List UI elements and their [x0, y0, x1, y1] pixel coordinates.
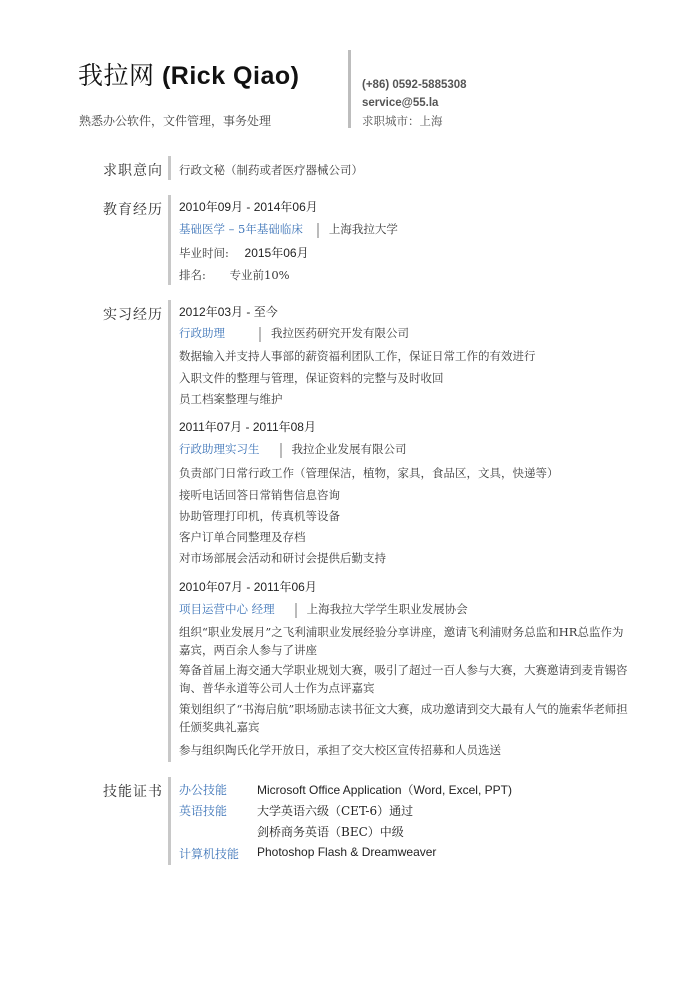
section-title-objective: 求职意向 [103, 163, 163, 179]
name-chinese: 我拉网 [78, 62, 155, 90]
job-date: 2010年07月 - 2011年06月 [179, 580, 317, 594]
job-duty: 客户订单合同整理及存档 [179, 530, 306, 544]
job-duty: 组织“职业发展月”之飞利浦职业发展经验分享讲座，邀请飞利浦财务总监和HR总监作为嘉宾，两百余人参与了讲座 [179, 625, 624, 657]
job-duty: 协助管理打印机，传真机等设备 [179, 509, 340, 523]
job-role: 行政助理实习生 [179, 442, 260, 456]
section-title-internship: 实习经历 [103, 307, 163, 323]
skill-value-office: Microsoft Office Application（Word, Excel, PPT) [257, 783, 512, 797]
job-duty: 参与组织陶氏化学开放日，承担了交大校区宣传招募和人员选送 [179, 743, 501, 757]
job-company: 上海我拉大学学生职业发展协会 [306, 602, 468, 616]
profile-summary: 熟悉办公软件，文件管理，事务处理 [79, 114, 272, 128]
skill-value-english-bec: 剑桥商务英语（BEC）中级 [257, 825, 404, 839]
candidate-name [78, 56, 299, 92]
section-divider [168, 777, 171, 865]
job-duty: 数据输入并支持人事部的薪资福利团队工作，保证日常工作的有效进行 [179, 349, 536, 363]
job-company: 我拉企业发展有限公司 [291, 442, 407, 456]
job-duty: 筹备首届上海交通大学职业规划大赛，吸引了超过一百人参与大赛，大赛邀请到麦肯锡咨询、普华永道等公司人士作为点评嘉宾 [179, 663, 628, 695]
job-company: 我拉医药研究开发有限公司 [271, 326, 409, 340]
job-title-row [179, 601, 468, 618]
name-english: (Rick Qiao) [161, 62, 300, 90]
job-duty: 接听电话回答日常销售信息咨询 [179, 488, 340, 502]
target-city: 求职城市：上海 [362, 114, 443, 128]
education-major: 基础医学 – 5年基础临床 [179, 222, 303, 236]
skill-label-computer: 计算机技能 [179, 847, 240, 861]
objective-text: 行政文秘（制药或者医疗器械公司） [179, 163, 363, 177]
job-duty: 策划组织了“书海启航”职场励志读书征文大赛，成功邀请到交大最有人气的施索华老师担任颁奖典礼嘉宾 [179, 702, 628, 734]
rank-row [179, 267, 290, 283]
job-date: 2011年07月 - 2011年08月 [179, 420, 316, 434]
job-title-row [179, 325, 409, 342]
rank-label: 排名: [179, 268, 206, 282]
separator [295, 603, 297, 618]
education-date: 2010年09月 - 2014年06月 [179, 200, 318, 214]
section-divider [168, 156, 171, 180]
graduation-label: 毕业时间: [179, 246, 229, 260]
separator [317, 223, 319, 238]
job-duty: 对市场部展会活动和研讨会提供后勤支持 [179, 551, 386, 565]
skill-label-english: 英语技能 [179, 804, 228, 818]
job-role: 行政助理 [179, 326, 225, 340]
job-duty: 负责部门日常行政工作（管理保洁，植物，家具，食品区，文具，快递等） [179, 466, 559, 480]
job-role: 项目运营中心 经理 [179, 602, 275, 616]
separator [280, 443, 282, 458]
rank-value: 专业前10% [229, 268, 290, 282]
job-date: 2012年03月 - 至今 [179, 305, 278, 319]
skill-value-computer: Photoshop Flash & Dreamweaver [257, 845, 437, 859]
education-major-row [179, 221, 398, 238]
job-duty: 员工档案整理与维护 [179, 392, 283, 406]
section-divider [168, 195, 171, 285]
phone-number: (+86) 0592-5885308 [362, 79, 467, 91]
header-divider [348, 50, 351, 128]
section-title-skills: 技能证书 [103, 784, 163, 800]
skill-label-office: 办公技能 [179, 783, 228, 797]
education-school: 上海我拉大学 [328, 222, 398, 236]
graduation-date: 2015年06月 [244, 246, 309, 260]
section-divider [168, 300, 171, 762]
skill-value-english-cet: 大学英语六级（CET-6）通过 [257, 804, 414, 818]
job-title-row [179, 441, 407, 458]
job-duty: 入职文件的整理与管理，保证资料的完整与及时收回 [179, 371, 444, 385]
separator [259, 327, 261, 342]
email-address: service@55.la [362, 97, 439, 109]
section-title-education: 教育经历 [103, 202, 163, 218]
graduation-row [179, 245, 309, 261]
